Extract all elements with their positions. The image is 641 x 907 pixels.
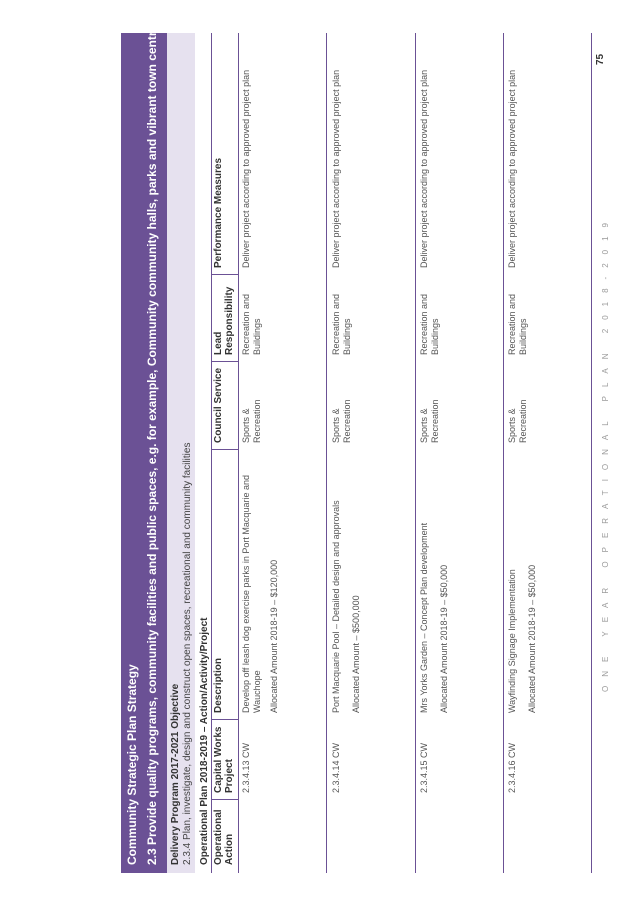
row-measures: Deliver project according to approved project plan bbox=[331, 69, 341, 268]
row-lead: Recreation and Buildings bbox=[419, 293, 440, 355]
row-service: Sports & Recreation bbox=[507, 399, 528, 443]
header-performance-measures: Performance Measures bbox=[213, 157, 224, 268]
row-project: 2.3.4.13 CW bbox=[241, 742, 251, 793]
row-project: 2.3.4.16 CW bbox=[507, 742, 517, 793]
row-amount: Allocated Amount – $500,000 bbox=[351, 595, 361, 713]
footer-running-title: ONE YEAR OPERATIONAL PLAN 2018-2019 bbox=[601, 213, 610, 693]
row-description: Port Macquarie Pool – Detailed design and approvals bbox=[331, 500, 341, 713]
header-capital-works-project: Capital Works Project bbox=[213, 726, 235, 793]
row-lead: Recreation and Buildings bbox=[331, 293, 352, 355]
header-operational-action: Operational Action bbox=[213, 809, 235, 865]
row-service: Sports & Recreation bbox=[331, 399, 352, 443]
strategy-banner bbox=[121, 18, 167, 873]
banner-title: Community Strategic Plan Strategy bbox=[125, 664, 139, 865]
rotated-page bbox=[121, 18, 621, 873]
row-description: Develop off leash dog exercise parks in Port Macquarie and Wauchope bbox=[241, 475, 262, 713]
objective-band bbox=[167, 33, 195, 873]
row-lead: Recreation and Buildings bbox=[241, 293, 262, 355]
row-description: Wayfinding Signage Implementation bbox=[507, 569, 517, 713]
row-measures: Deliver project according to approved project plan bbox=[241, 69, 251, 268]
row-service: Sports & Recreation bbox=[419, 399, 440, 443]
header-rule bbox=[238, 33, 239, 873]
row-description: Mrs Yorks Garden – Concept Plan development bbox=[419, 522, 429, 713]
row-service: Sports & Recreation bbox=[241, 399, 262, 443]
row-measures: Deliver project according to approved project plan bbox=[419, 69, 429, 268]
row-amount: Allocated Amount 2018-19 – $50,000 bbox=[527, 564, 537, 713]
header-council-service: Council Service bbox=[213, 367, 224, 443]
row-project: 2.3.4.14 CW bbox=[331, 742, 341, 793]
row-measures: Deliver project according to approved project plan bbox=[507, 69, 517, 268]
table-top-rule bbox=[211, 33, 212, 873]
row-amount: Allocated Amount 2018-19 – $50,000 bbox=[439, 564, 449, 713]
row-lead: Recreation and Buildings bbox=[507, 293, 528, 355]
objective-heading: Delivery Program 2017-2021 Objective bbox=[170, 683, 181, 865]
operational-plan-heading: Operational Plan 2018-2019 – Action/Activity/Project bbox=[199, 617, 210, 865]
banner-strategy: 2.3 Provide quality programs, community facilities and public spaces, e.g. for example, Community community halls, parks and vibrant town centres bbox=[145, 18, 159, 865]
row-amount: Allocated Amount 2018-19 – $120,000 bbox=[269, 559, 279, 713]
header-lead-responsibility: Lead Responsibility bbox=[213, 286, 235, 355]
row-project: 2.3.4.15 CW bbox=[419, 742, 429, 793]
header-description: Description bbox=[213, 657, 224, 713]
objective-text: 2.3.4 Plan, investigate, design and construct open spaces, recreational and community facilities bbox=[182, 442, 193, 865]
page-number: 75 bbox=[595, 53, 606, 65]
